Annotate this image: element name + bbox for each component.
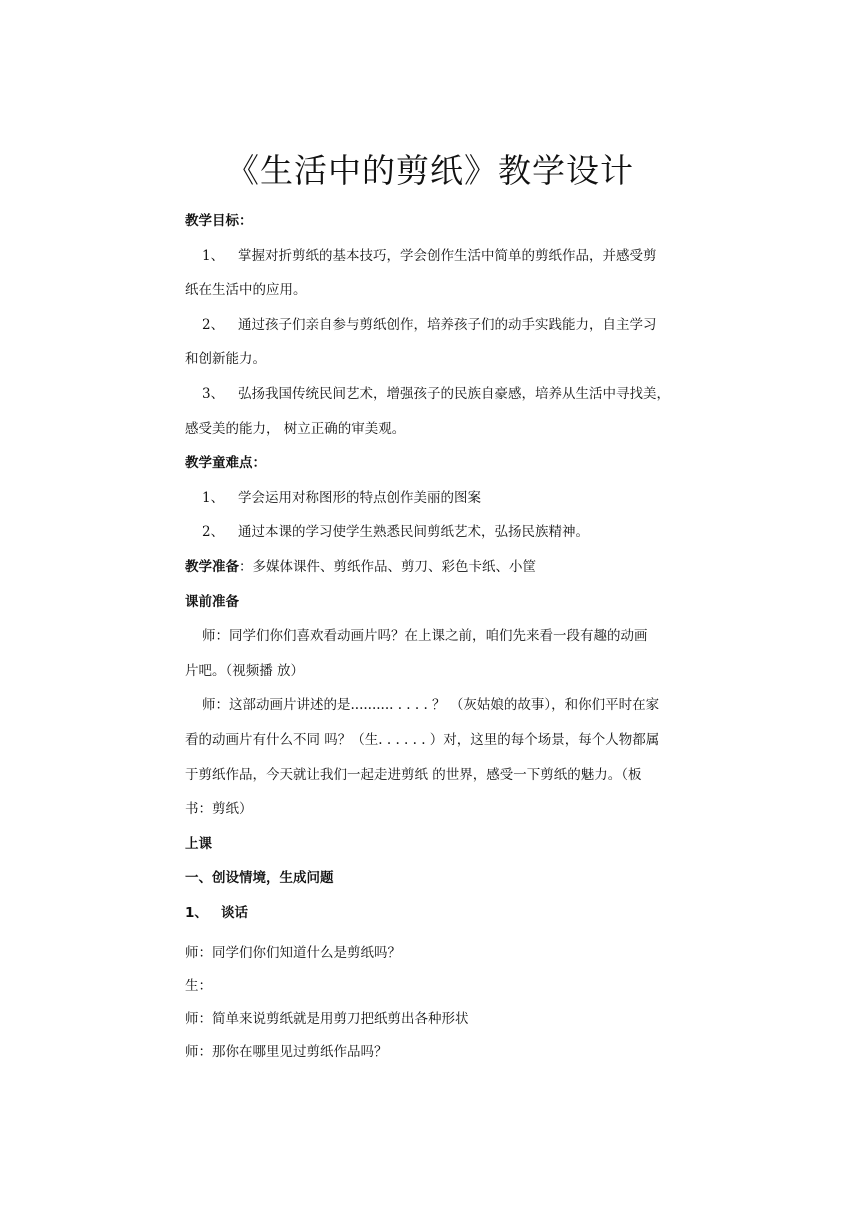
preclass-paragraph-2-line-4: 书：剪纸） <box>185 801 253 818</box>
goal-1-number: 1、 <box>202 247 225 264</box>
dialog-line-1: 师：同学们你们知道什么是剪纸吗？ <box>185 945 401 962</box>
dialog-block <box>185 940 685 1072</box>
preclass-paragraph-1-line-2: 片吧。（视频播 放） <box>185 662 305 679</box>
difficulty-2-text: 通过本课的学习使学生熟悉民间剪纸艺术，弘扬民族精神。 <box>238 524 589 541</box>
goal-3-line-2: 感受美的能力， 树立正确的审美观。 <box>185 420 406 437</box>
goal-2-line-1 <box>185 312 685 347</box>
preparation-text: ：多媒体课件、剪纸作品、剪刀、彩色卡纸、小筐 <box>239 558 536 575</box>
preparation-line <box>185 554 685 589</box>
goal-2-number: 2、 <box>202 316 225 333</box>
preparation-heading: 教学准备 <box>185 558 239 575</box>
class-heading: 上课 <box>185 835 212 852</box>
difficulty-heading: 教学童难点： <box>185 455 266 472</box>
goal-2-line-2: 和创新能力。 <box>185 351 266 368</box>
goal-1-text: 掌握对折剪纸的基本技巧，学会创作生活中简单的剪纸作品，并感受剪 <box>238 247 657 264</box>
difficulty-1-text: 学会运用对称图形的特点创作美丽的图案 <box>238 489 481 506</box>
document-body <box>185 208 685 1072</box>
goal-3-line-1 <box>185 381 685 416</box>
preclass-paragraph-1-line-1: 师：同学们你们喜欢看动画片吗？在上课之前，咱们先来看一段有趣的动画 <box>202 628 648 645</box>
goal-2-text: 通过孩子们亲自参与剪纸创作，培养孩子们的动手实践能力，自主学习 <box>238 316 657 333</box>
difficulty-2-number: 2、 <box>202 524 225 541</box>
goal-1-line-1 <box>185 243 685 278</box>
talk-heading-line <box>185 900 685 935</box>
goal-3-number: 3、 <box>202 385 225 402</box>
dialog-line-2: 生： <box>185 978 212 995</box>
difficulty-1 <box>185 485 685 520</box>
goals-heading: 教学目标： <box>185 213 253 229</box>
difficulty-1-number: 1、 <box>202 489 225 506</box>
page-title: 《生活中的剪纸》教学设计 <box>226 151 634 190</box>
preclass-heading: 课前准备 <box>185 593 239 610</box>
part-1-heading: 一、创设情境，生成问题 <box>185 870 334 887</box>
difficulty-2 <box>185 519 685 554</box>
preclass-paragraph-2-line-1: 师：这部动画片讲述的是.......... . . . . ？ （灰姑娘的故事），和你们平时在家 <box>202 697 660 714</box>
preclass-paragraph-2-line-2: 看的动画片有什么不同 吗？（生. . . . . . ）对，这里的每个场景，每个人物都属 <box>185 731 660 748</box>
dialog-line-3: 师：简单来说剪纸就是用剪刀把纸剪出各种形状 <box>185 1011 469 1028</box>
goal-1-line-2: 纸在生活中的应用。 <box>185 282 307 299</box>
preclass-paragraph-2-line-3: 于剪纸作品，今天就让我们一起走进剪纸 的世界，感受一下剪纸的魅力。（板 <box>185 766 642 783</box>
talk-number: 1、 <box>185 904 208 921</box>
dialog-line-4: 师：那你在哪里见过剪纸作品吗？ <box>185 1044 388 1061</box>
talk-heading: 谈话 <box>221 904 248 921</box>
goal-3-text: 弘扬我国传统民间艺术，增强孩子的民族自豪感，培养从生活中寻找美， <box>238 385 670 402</box>
